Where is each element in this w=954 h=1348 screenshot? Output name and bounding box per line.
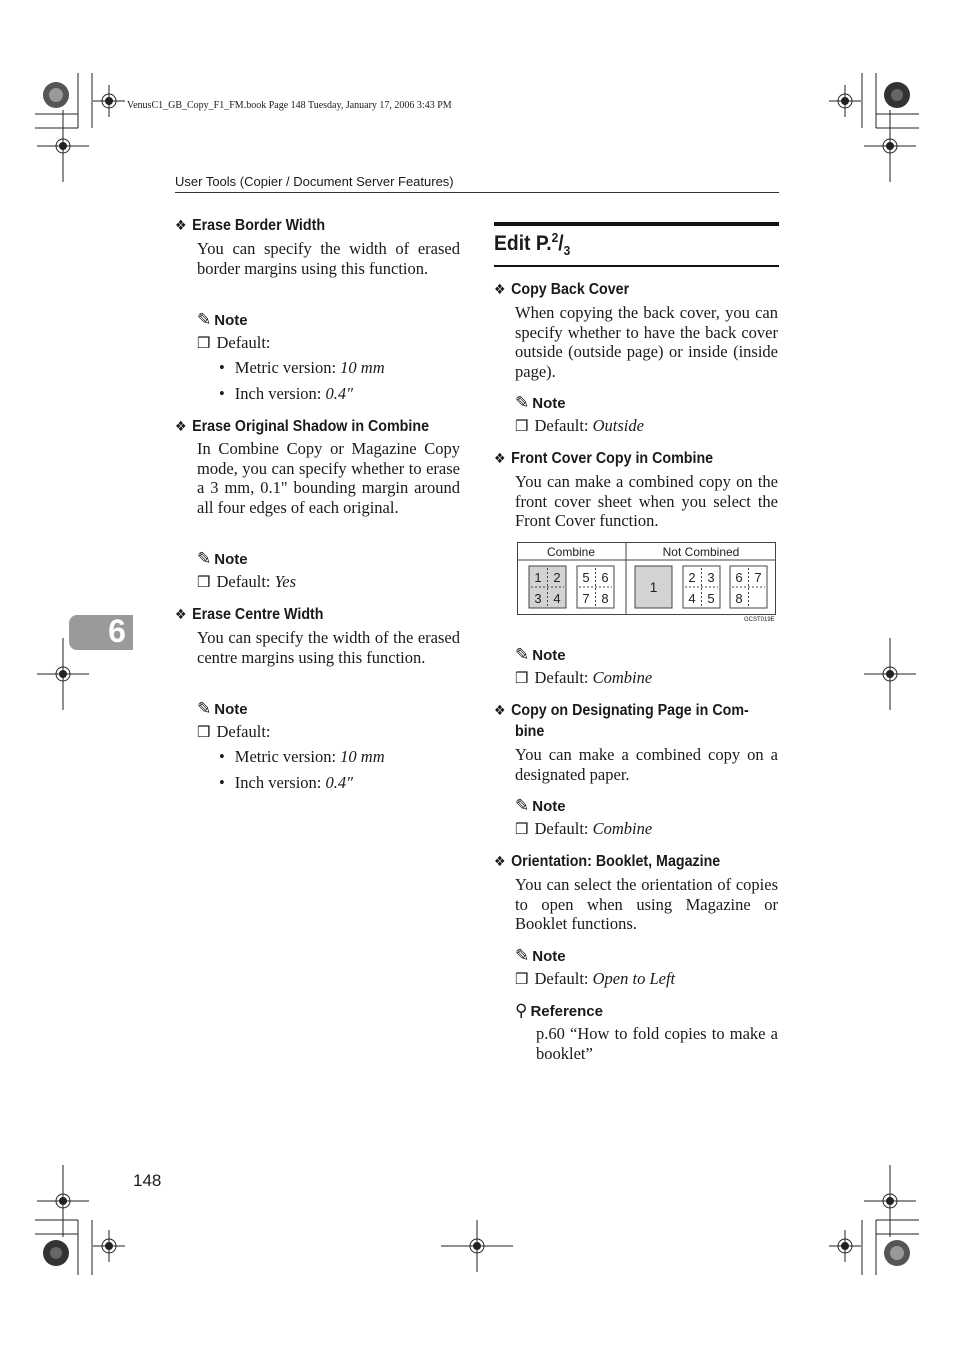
diagram-not-combined-label: Not Combined — [662, 545, 740, 559]
chapter-number: 6 — [108, 613, 126, 649]
erase-border-default: ❒ Default: — [197, 333, 271, 352]
diagram-page: 3 — [707, 570, 715, 585]
checkbox-icon: ❒ — [197, 336, 211, 352]
diagram-page: 5 — [582, 570, 590, 585]
diagram-page: 5 — [707, 591, 715, 606]
diagram-code: GCST019E — [744, 617, 775, 623]
copy-back-cover-heading: ❖ Copy Back Cover — [494, 281, 630, 298]
diagram-page: 3 — [534, 591, 542, 606]
erase-centre-default: ❒ Default: — [197, 722, 271, 741]
diagram-page: 2 — [553, 570, 561, 585]
section-title-bar — [494, 222, 779, 226]
checkbox-icon: ❒ — [515, 972, 529, 988]
orientation-default: ❒ Default: Open to Left — [515, 969, 676, 988]
orientation-reference: ⚲ Reference — [515, 1001, 603, 1020]
designating-page-heading: ❖ Copy on Designating Page in Com- — [494, 702, 749, 719]
erase-border-note: ✎ Note — [197, 310, 248, 329]
pencil-icon: ✎ — [197, 310, 212, 329]
running-head: User Tools (Copier / Document Server Features) — [175, 174, 454, 189]
diagram-page: 7 — [582, 591, 590, 606]
erase-border-inch: • Inch version: 0.4″ — [219, 384, 354, 403]
reference-link[interactable]: p.60 “How to fold copies to make a booklet” — [536, 1024, 778, 1063]
erase-centre-body: You can specify the width of the erased centre margins using this function. — [197, 628, 460, 667]
checkbox-icon: ❒ — [197, 575, 211, 591]
checkbox-icon: ❒ — [515, 419, 529, 435]
front-cover-body: You can make a combined copy on the front cover sheet when you select the Front Cover function. — [515, 472, 778, 530]
erase-centre-heading: ❖ Erase Centre Width — [175, 606, 324, 623]
pencil-icon: ✎ — [197, 699, 212, 718]
orientation-body: You can select the orientation of copies to open when using Magazine or Booklet functions. — [515, 875, 778, 933]
erase-shadow-note: ✎ Note — [197, 549, 248, 568]
header-rule — [175, 192, 779, 193]
designating-page-heading-cont: bine — [515, 723, 545, 740]
diagram-combine-label: Combine — [546, 545, 596, 559]
checkbox-icon: ❒ — [515, 671, 529, 687]
checkbox-icon: ❒ — [515, 822, 529, 838]
copy-back-cover-default: ❒ Default: Outside — [515, 416, 644, 435]
erase-border-heading: ❖ Erase Border Width — [175, 217, 326, 234]
section-title: Edit $P.^2/_3$ — [494, 230, 571, 259]
pencil-icon: ✎ — [515, 645, 530, 664]
erase-border-body: You can specify the width of erased border margins using this function. — [197, 239, 460, 278]
erase-centre-metric: • Metric version: 10 mm — [219, 747, 385, 766]
diagram-page: 2 — [688, 570, 696, 585]
pencil-icon: ✎ — [515, 393, 530, 412]
orientation-heading: ❖ Orientation: Booklet, Magazine — [494, 853, 721, 870]
orientation-note: ✎ Note — [515, 946, 566, 965]
file-info: VenusC1_GB_Copy_F1_FM.book Page 148 Tuesday, January 17, 2006 3:43 PM — [127, 100, 452, 111]
diagram-page: 4 — [688, 591, 696, 606]
diagram-cover-page: 1 — [649, 579, 658, 595]
designating-page-default: ❒ Default: Combine — [515, 819, 653, 838]
page-number: 148 — [133, 1171, 162, 1190]
diagram-page: 8 — [601, 591, 609, 606]
erase-centre-inch: • Inch version: 0.4″ — [219, 773, 354, 792]
erase-shadow-default: ❒ Default: Yes — [197, 572, 297, 591]
erase-shadow-heading: ❖ Erase Original Shadow in Combine — [175, 418, 430, 435]
designating-page-note: ✎ Note — [515, 796, 566, 815]
erase-border-metric: • Metric version: 10 mm — [219, 358, 385, 377]
erase-centre-note: ✎ Note — [197, 699, 248, 718]
diagram-page: 1 — [534, 570, 542, 585]
section-title-rule — [494, 265, 779, 267]
pencil-icon: ✎ — [515, 946, 530, 965]
checkbox-icon: ❒ — [197, 725, 211, 741]
front-cover-default: ❒ Default: Combine — [515, 668, 653, 687]
designating-page-body: You can make a combined copy on a designated paper. — [515, 745, 778, 784]
copy-back-cover-note: ✎ Note — [515, 393, 566, 412]
pencil-icon: ✎ — [197, 549, 212, 568]
diagram-page: 6 — [735, 570, 743, 585]
erase-shadow-body: In Combine Copy or Magazine Copy mode, you can specify whether to erase a 3 mm, 0.1" bounding margin around all four edges of each original. — [197, 439, 460, 517]
front-cover-heading: ❖ Front Cover Copy in Combine — [494, 450, 714, 467]
diagram-page: 6 — [601, 570, 609, 585]
diagram-page: 7 — [754, 570, 762, 585]
copy-back-cover-body: When copying the back cover, you can specify whether to have the back cover outside (outside page) or inside (inside page). — [515, 303, 778, 381]
diagram-page: 8 — [735, 591, 743, 606]
magnifier-icon: ⚲ — [515, 1001, 528, 1020]
diagram-page: 4 — [553, 591, 561, 606]
pencil-icon: ✎ — [515, 796, 530, 815]
front-cover-diagram — [517, 542, 776, 615]
front-cover-note: ✎ Note — [515, 645, 566, 664]
